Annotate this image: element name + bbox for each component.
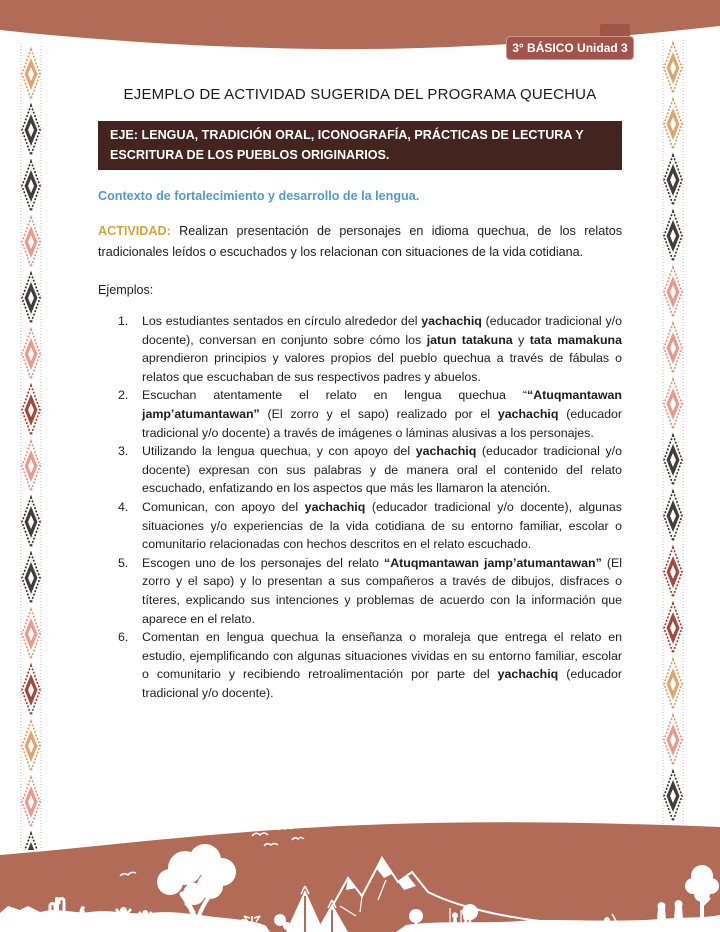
example-number: 5. <box>118 555 129 570</box>
example-text: Los estudiantes sentados en círculo alrededor del yachachiq (educador tradicional y/o docente), conversan en conjunto sobre cómo los jatun tatakuna y tata mamakuna aprendieron principios y valores propios del pueblo quechua a través de fábulas o relatos que escuchaban de sus respectivos padres y abuelos. <box>142 314 622 384</box>
activity-paragraph <box>98 221 622 263</box>
example-item <box>98 386 622 442</box>
example-number: 3. <box>118 444 129 459</box>
example-item <box>98 312 622 386</box>
example-text: Comentan en lengua quechua la enseñanza o moraleja que entrega el relato en estudio, ejemplificando con algunas situaciones vividas en su entorno familiar, escolar o comunitario y recibiendo retroalimentación por parte del yachachiq (educador tradicional y/o docente). <box>142 630 622 700</box>
example-number: 2. <box>118 388 129 403</box>
example-item <box>98 498 622 554</box>
example-item <box>98 442 622 498</box>
example-item <box>98 554 622 628</box>
example-text: Comunican, con apoyo del yachachiq (educador tradicional y/o docente), algunas situaciones y/o experiencias de la vida cotidiana de su entorno familiar, escolar o comunitario relacionadas con hechos descritos en el relato escuchado. <box>142 499 622 552</box>
examples-heading: Ejemplos: <box>98 283 154 297</box>
eje-banner: EJE: LENGUA, TRADICIÓN ORAL, ICONOGRAFÍA, PRÁCTICAS DE LECTURA Y ESCRITURA DE LOS PUEBLOS ORIGINARIOS. <box>98 121 622 170</box>
example-text: Escogen uno de los personajes del relato “Atuqmantawan jamp’atumantawan” (El zorro y el sapo) y lo presentan a sus compañeros a través de dibujos, disfraces o títeres, explicando sus intenciones y problemas de acuerdo con la información que aparece en el relato. <box>142 555 622 626</box>
examples-list <box>98 312 622 702</box>
unit-badge-label: 3° BÁSICO Unidad 3 <box>512 41 628 55</box>
example-number: 1. <box>118 314 129 328</box>
example-text: Utilizando la lengua quechua, y con apoyo del yachachiq (educador tradicional y/o docente) expresan con sus palabras y de manera oral el contenido del relato escuchado, enfatizando en los aspectos que más les llamaron la atención. <box>142 444 622 496</box>
left-textile-border <box>20 46 42 850</box>
example-number: 4. <box>118 499 129 514</box>
example-number: 6. <box>118 630 129 645</box>
page-title: EJEMPLO DE ACTIVIDAD SUGERIDA DEL PROGRAMA QUECHUA <box>123 86 597 103</box>
context-heading: Contexto de fortalecimiento y desarrollo de la lengua. <box>98 189 420 203</box>
example-text: Escuchan atentamente el relato en lengua quechua ““Atuqmantawan jamp’atumantawan” (El zorro y el sapo) realizado por el yachachiq (educador tradicional y/o docente) a través de imágenes o láminas alusivas a los personajes. <box>142 388 622 440</box>
activity-text: Realizan presentación de personajes en idioma quechua, de los relatos tradicionales leídos o escuchados y los relacionan con situaciones de la vida cotidiana. <box>98 224 622 259</box>
activity-label: ACTIVIDAD: <box>98 224 171 238</box>
footer-illustration <box>0 820 720 932</box>
unit-badge <box>506 36 634 60</box>
right-textile-border <box>662 40 684 828</box>
example-item <box>98 628 622 702</box>
